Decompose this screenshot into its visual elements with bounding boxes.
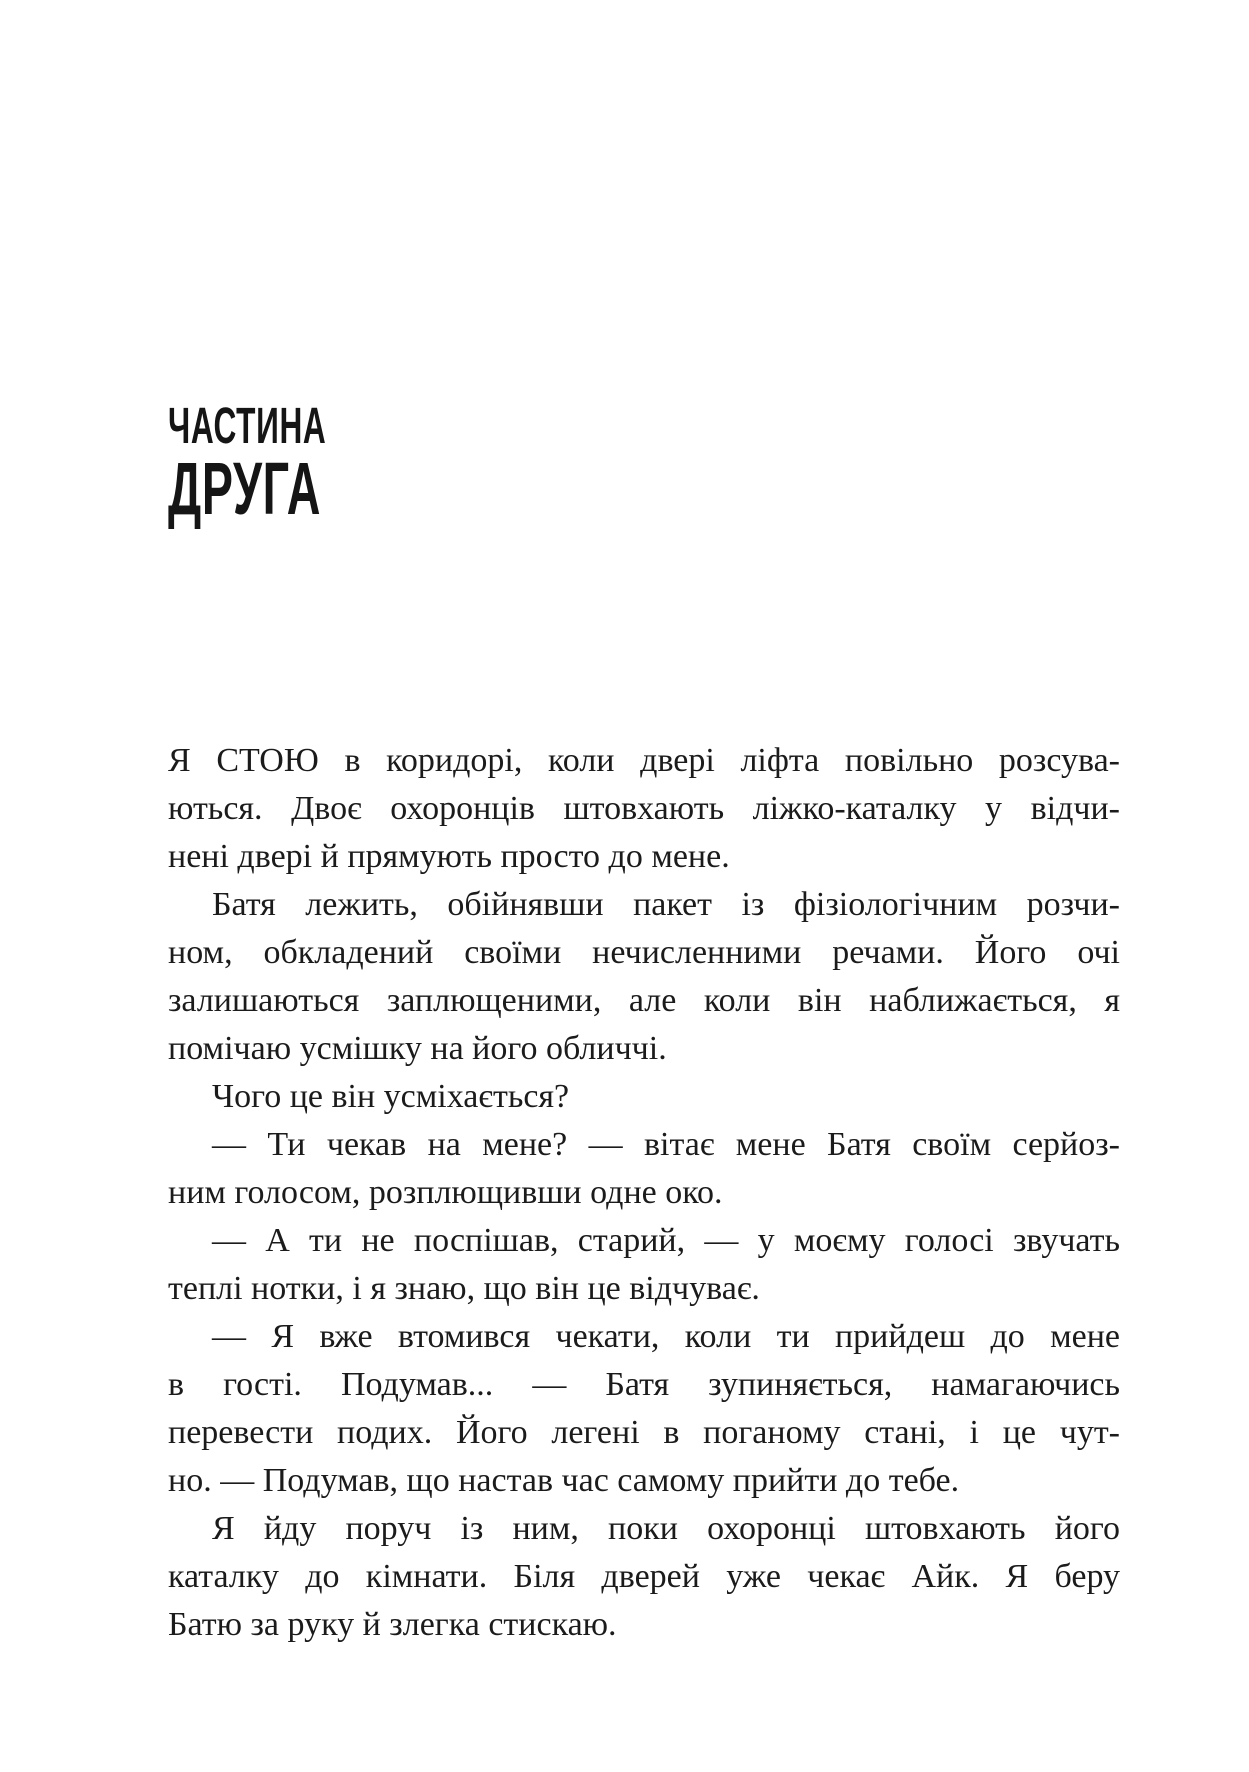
text-line: Я СТОЮ в коридорі, коли двері ліфта повільно розсува- [168,742,1120,779]
part-heading-title: ДРУГА [168,447,322,530]
text-line: каталку до кімнати. Біля дверей уже чекає Айк. Я беру [168,1558,1120,1595]
text-line: Чого це він усміхається? [212,1078,570,1115]
text-line: ном, обкладений своїми нечисленними речами. Його очі [168,934,1120,971]
text-line: залишаються заплющеними, але коли він наближається, я [168,982,1120,1019]
text-line: ним голосом, розплющивши одне око. [168,1174,723,1211]
text-line: — Ти чекав на мене? — вітає мене Батя своїм серйоз- [212,1126,1120,1163]
text-line: в гості. Подумав... — Батя зупиняється, намагаючись [168,1366,1120,1403]
text-line: Батю за руку й злегка стискаю. [168,1606,617,1643]
part-heading-label: ЧАСТИНА [168,397,327,454]
text-line: — А ти не поспішав, старий, — у моєму голосі звучать [212,1222,1120,1259]
text-line: Батя лежить, обійнявши пакет із фізіологічним розчи- [212,886,1120,923]
text-line: нені двері й прямують просто до мене. [168,838,730,875]
text-line: — Я вже втомився чекати, коли ти прийдеш до мене [212,1318,1120,1355]
body-text [168,737,1120,1649]
text-line: теплі нотки, і я знаю, що він це відчуває. [168,1270,760,1307]
text-line: Я йду поруч із ним, поки охоронці штовхають його [212,1510,1120,1547]
text-line: перевести подих. Його легені в поганому стані, і це чут- [168,1414,1120,1451]
text-line: но. — Подумав, що настав час самому прийти до тебе. [168,1462,960,1499]
text-line: помічаю усмішку на його обличчі. [168,1030,667,1067]
text-line: ються. Двоє охоронців штовхають ліжко-каталку у відчи- [168,790,1120,827]
